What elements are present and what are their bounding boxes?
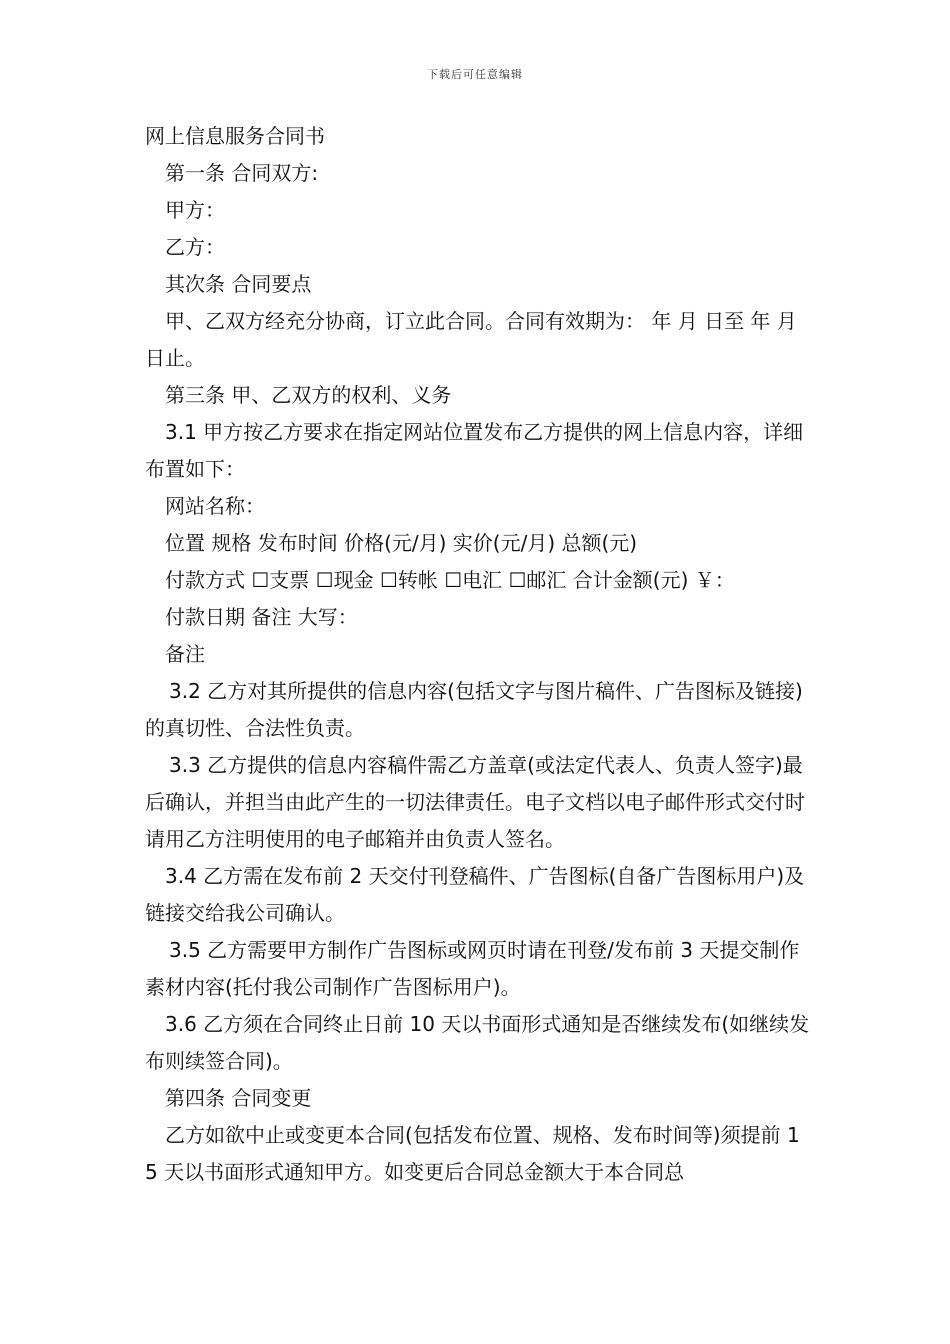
clause-3-6: 3.6 乙方须在合同终止日前 10 天以书面形式通知是否继续发布(如继续发布则续签合同)。	[145, 1012, 810, 1073]
clause-3-1: 3.1 甲方按乙方要求在指定网站位置发布乙方提供的网上信息内容，详细布置如下：	[145, 420, 804, 481]
party-b-line: 乙方：	[165, 235, 225, 259]
payment-date-line: 付款日期 备注 大写：	[165, 605, 358, 629]
clause-3-2: 3.2 乙方对其所提供的信息内容(包括文字与图片稿件、广告图标及链接)的真切性、合法性负责。	[145, 679, 803, 740]
clause-3-4: 3.4 乙方需在发布前 2 天交付刊登稿件、广告图标(自备广告图标用户)及链接交给我公司确认。	[145, 864, 805, 925]
article-4-heading: 第四条 合同变更	[165, 1086, 312, 1110]
remarks-line: 备注	[165, 642, 205, 666]
document-title: 网上信息服务合同书	[145, 124, 325, 148]
pricing-header-line: 位置 规格 发布时间 价格(元/月) 实价(元/月) 总额(元)	[165, 531, 638, 555]
party-a-line: 甲方：	[165, 198, 225, 222]
contract-term-paragraph: 甲、乙双方经充分协商，订立此合同。合同有效期为： 年 月 日至 年 月 日止。	[145, 309, 797, 370]
article-2-heading: 其次条 合同要点	[165, 272, 312, 296]
payment-method-line: 付款方式 ☐支票 ☐现金 ☐转帐 ☐电汇 ☐邮汇 合计金额(元) ￥：	[165, 568, 735, 592]
header-note: 下载后可任意编辑	[427, 68, 523, 81]
article-1-heading: 第一条 合同双方:	[165, 161, 319, 185]
website-name-line: 网站名称：	[165, 494, 265, 518]
article-4-paragraph: 乙方如欲中止或变更本合同(包括发布位置、规格、发布时间等)须提前 15 天以书面形式通知甲方。如变更后合同总金额大于本合同总	[145, 1123, 800, 1184]
clause-3-3: 3.3 乙方提供的信息内容稿件需乙方盖章(或法定代表人、负责人签字)最后确认，并担当由此产生的一切法律责任。电子文档以电子邮件形式交付时请用乙方注明使用的电子邮箱并由负责人签名。	[145, 753, 805, 851]
document-body	[145, 118, 810, 1191]
article-3-heading: 第三条 甲、乙双方的权利、义务	[165, 383, 452, 407]
clause-3-5: 3.5 乙方需要甲方制作广告图标或网页时请在刊登/发布前 3 天提交制作素材内容(托付我公司制作广告图标用户)。	[145, 938, 800, 999]
